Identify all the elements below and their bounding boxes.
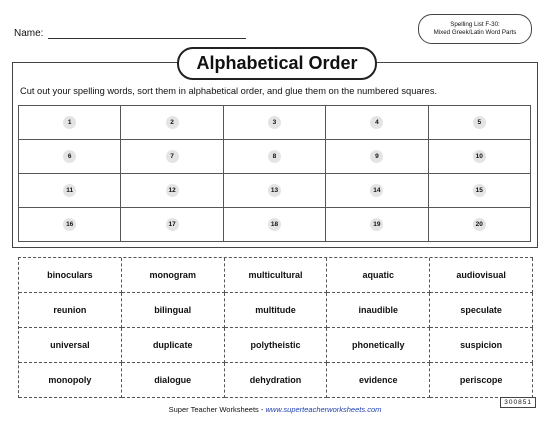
square — [326, 140, 428, 174]
square-number: 13 — [268, 184, 281, 197]
square-number: 15 — [473, 184, 486, 197]
footer — [0, 405, 550, 414]
word-card: inaudible — [327, 293, 430, 328]
square — [429, 174, 531, 208]
spelling-list-badge — [418, 14, 532, 44]
square — [224, 174, 326, 208]
word-card: aquatic — [327, 258, 430, 293]
numbered-squares-grid — [18, 105, 531, 242]
worksheet-code: 300851 — [500, 397, 536, 408]
page-title: Alphabetical Order — [177, 47, 377, 80]
square-number: 8 — [268, 150, 281, 163]
square-number: 1 — [63, 116, 76, 129]
word-card: duplicate — [122, 328, 225, 363]
square-number: 4 — [370, 116, 383, 129]
word-card: monogram — [122, 258, 225, 293]
word-card: bilingual — [122, 293, 225, 328]
square — [19, 174, 121, 208]
word-card: audiovisual — [430, 258, 533, 293]
square-number: 16 — [63, 218, 76, 231]
square-number: 20 — [473, 218, 486, 231]
instructions-text: Cut out your spelling words, sort them in alphabetical order, and glue them on the numbered squares. — [20, 86, 438, 96]
square — [19, 140, 121, 174]
square-number: 6 — [63, 150, 76, 163]
square-number: 5 — [473, 116, 486, 129]
square — [429, 106, 531, 140]
list-badge-line2: Mixed Greek/Latin Word Parts — [433, 29, 517, 36]
square-number: 11 — [63, 184, 76, 197]
square — [429, 208, 531, 242]
word-card: phonetically — [327, 328, 430, 363]
square — [326, 106, 428, 140]
square-number: 14 — [370, 184, 383, 197]
word-card: multicultural — [225, 258, 328, 293]
word-card: universal — [19, 328, 122, 363]
word-card: monopoly — [19, 363, 122, 398]
square — [326, 208, 428, 242]
square-number: 17 — [166, 218, 179, 231]
word-card: polytheistic — [225, 328, 328, 363]
square-number: 19 — [370, 218, 383, 231]
word-card: evidence — [327, 363, 430, 398]
square — [121, 140, 223, 174]
word-card: periscope — [430, 363, 533, 398]
footer-link[interactable]: www.superteacherworksheets.com — [265, 405, 382, 414]
word-cards-grid — [18, 257, 533, 398]
word-card: binoculars — [19, 258, 122, 293]
word-card: multitude — [225, 293, 328, 328]
square — [19, 208, 121, 242]
word-card: dialogue — [122, 363, 225, 398]
square-number: 10 — [473, 150, 486, 163]
square — [429, 140, 531, 174]
square-number: 9 — [370, 150, 383, 163]
name-line — [48, 38, 246, 39]
square-number: 3 — [268, 116, 281, 129]
square — [224, 208, 326, 242]
square — [326, 174, 428, 208]
square — [19, 106, 121, 140]
square-number: 2 — [166, 116, 179, 129]
square — [121, 174, 223, 208]
word-card: reunion — [19, 293, 122, 328]
square-number: 7 — [166, 150, 179, 163]
square-number: 18 — [268, 218, 281, 231]
footer-text: Super Teacher Worksheets - — [168, 405, 266, 414]
name-label: Name: — [14, 28, 44, 39]
word-card: speculate — [430, 293, 533, 328]
square — [121, 106, 223, 140]
list-badge-line1: Spelling List F-30: — [450, 21, 500, 28]
word-card: dehydration — [225, 363, 328, 398]
square — [224, 106, 326, 140]
square — [224, 140, 326, 174]
square-number: 12 — [166, 184, 179, 197]
word-card: suspicion — [430, 328, 533, 363]
square — [121, 208, 223, 242]
